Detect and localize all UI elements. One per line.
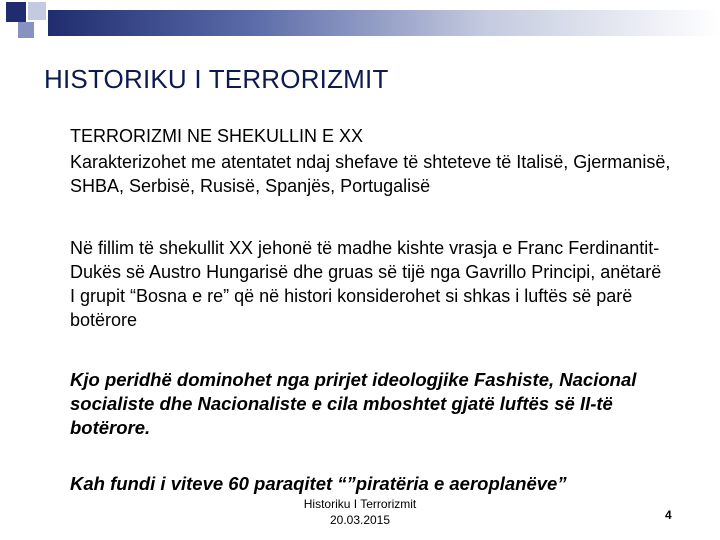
footer-title: Historiku I Terrorizmit <box>303 497 417 511</box>
decor-square-light <box>28 2 46 20</box>
header-gradient-bar <box>48 10 720 36</box>
paragraph-2: Në fillim të shekullit XX jehonë të madhe kishte vrasja e Franc Ferdinantit-Dukës së Austro Hungarisë dhe gruas së tijë nga Gavrillo Principi, anëtarë I grupit “Bosna e re” që në histori konsiderohet si shkas i luftës së parë botërore <box>70 238 662 330</box>
footer <box>260 496 460 528</box>
decor-square-mid <box>18 22 34 38</box>
paragraph-1: Karakterizohet me atentatet ndaj shefave të shteteve të Italisë, Gjermanisë, SHBA, Serbisë, Rusisë, Spanjës, Portugalisë <box>70 152 671 196</box>
slide-title: HISTORIKU I TERRORIZMIT <box>44 64 389 94</box>
decor-square-dark <box>6 2 26 22</box>
paragraph-3: Kjo peridhë dominohet nga prirjet ideologjike Fashiste, Nacional socialiste dhe Nacionaliste e cila mboshtet gjatë luftës së II-të botërore. <box>70 369 637 438</box>
paragraph-4: Kah fundi i viteve 60 paraqitet “”piratëria e aeroplanëve” <box>70 473 567 494</box>
page-number: 4 <box>665 508 672 522</box>
subheading: TERRORIZMI NE SHEKULLIN E XX <box>70 126 364 146</box>
footer-date: 20.03.2015 <box>329 513 391 527</box>
